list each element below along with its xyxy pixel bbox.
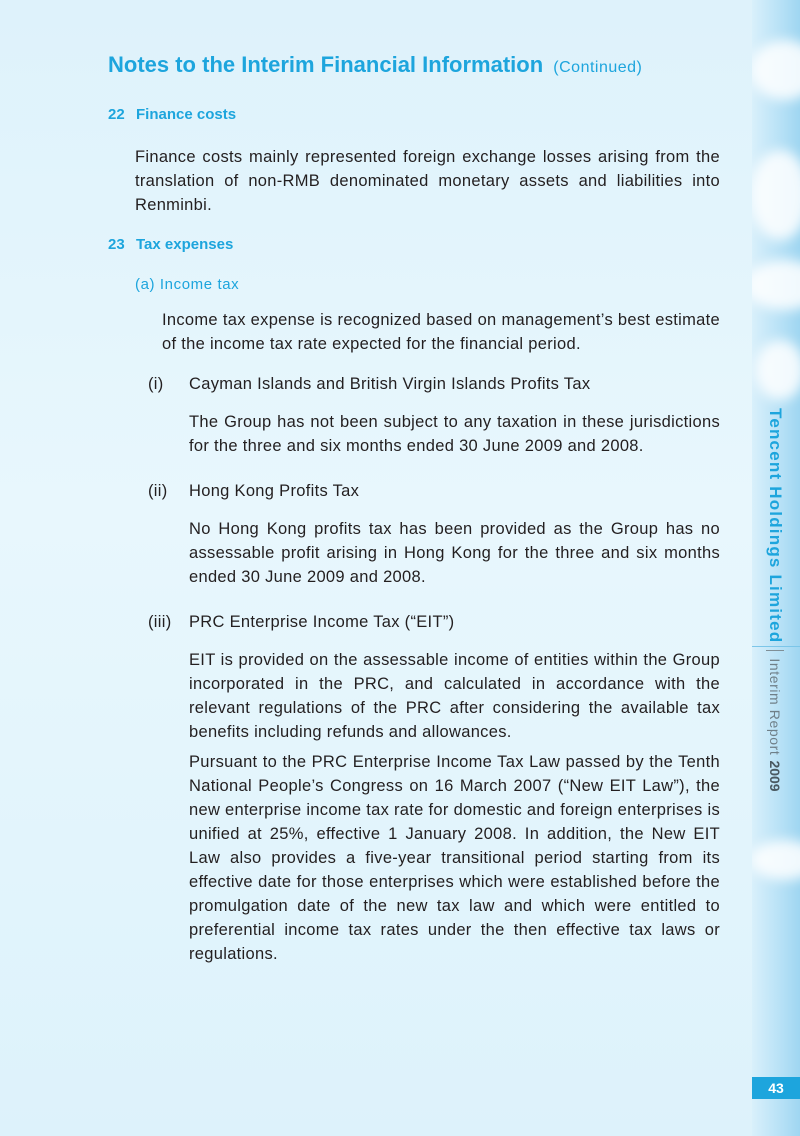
cloud-decoration bbox=[752, 260, 800, 310]
section-title: Finance costs bbox=[136, 106, 237, 123]
section-23-heading bbox=[108, 236, 233, 253]
cloud-decoration bbox=[752, 40, 800, 100]
item-i-paragraph: The Group has not been subject to any taxation in these jurisdictions for the three and six months ended 30 June 2009 and 2008. bbox=[189, 413, 720, 455]
item-iii-heading bbox=[148, 613, 454, 632]
item-i-heading bbox=[148, 375, 590, 394]
cloud-decoration bbox=[752, 150, 800, 240]
item-title: Hong Kong Profits Tax bbox=[189, 482, 360, 500]
item-title: Cayman Islands and British Virgin Islands Profits Tax bbox=[189, 375, 591, 393]
item-numeral: (ii) bbox=[148, 482, 168, 500]
cloud-decoration bbox=[752, 840, 800, 880]
item-numeral: (iii) bbox=[148, 613, 172, 631]
cloud-decoration bbox=[755, 340, 800, 400]
section-22-heading bbox=[108, 106, 236, 123]
subsection-a-heading: (a) Income tax bbox=[135, 276, 240, 293]
section-number: 22 bbox=[108, 106, 125, 123]
subsection-a-body: Income tax expense is recognized based on management’s best estimate of the income tax rate expected for the financial period. bbox=[162, 311, 720, 353]
side-report-name: Interim Report bbox=[767, 658, 783, 756]
side-report-year: 2009 bbox=[767, 760, 783, 792]
item-ii-heading bbox=[148, 482, 359, 501]
page-title-text: Notes to the Interim Financial Information bbox=[108, 52, 544, 77]
section-22-body: Finance costs mainly represented foreign exchange losses arising from the translation of non-RMB denominated monetary assets and liabilities into Renminbi. bbox=[135, 148, 720, 214]
side-divider bbox=[766, 650, 784, 651]
item-iii-paragraph-2: Pursuant to the PRC Enterprise Income Tax Law passed by the Tenth National People’s Congress on 16 March 2007 (“New EIT Law”), the new enterprise income tax rate for domestic and foreign enterprises is unified at 25%, effective 1 January 2008. In addition, the New EIT Law also provides a five-year transitional period starting from its effective date for those enterprises which were established before the promulgation date of the new tax law and which were entitled to preferential income tax rates under the then effective tax laws or regulations. bbox=[189, 753, 720, 963]
page-title bbox=[108, 52, 642, 78]
section-number: 23 bbox=[108, 236, 125, 253]
item-ii-paragraph: No Hong Kong profits tax has been provided as the Group has no assessable profit arising in Hong Kong for the three and six months ended 30 June 2009 and 2008. bbox=[189, 520, 720, 586]
side-rule bbox=[752, 646, 800, 647]
item-iii-paragraph-1: EIT is provided on the assessable income of entities within the Group incorporated in the PRC, and calculated in accordance with the relevant regulations of the PRC after considering the available tax benefits including refunds and allowances. bbox=[189, 651, 720, 741]
side-running-title bbox=[752, 408, 798, 828]
page-number: 43 bbox=[752, 1077, 800, 1099]
item-numeral: (i) bbox=[148, 375, 164, 393]
page-title-suffix: (Continued) bbox=[553, 59, 643, 76]
item-title: PRC Enterprise Income Tax (“EIT”) bbox=[189, 613, 455, 631]
section-title: Tax expenses bbox=[136, 236, 234, 253]
side-company-name: Tencent Holdings Limited bbox=[766, 408, 785, 644]
